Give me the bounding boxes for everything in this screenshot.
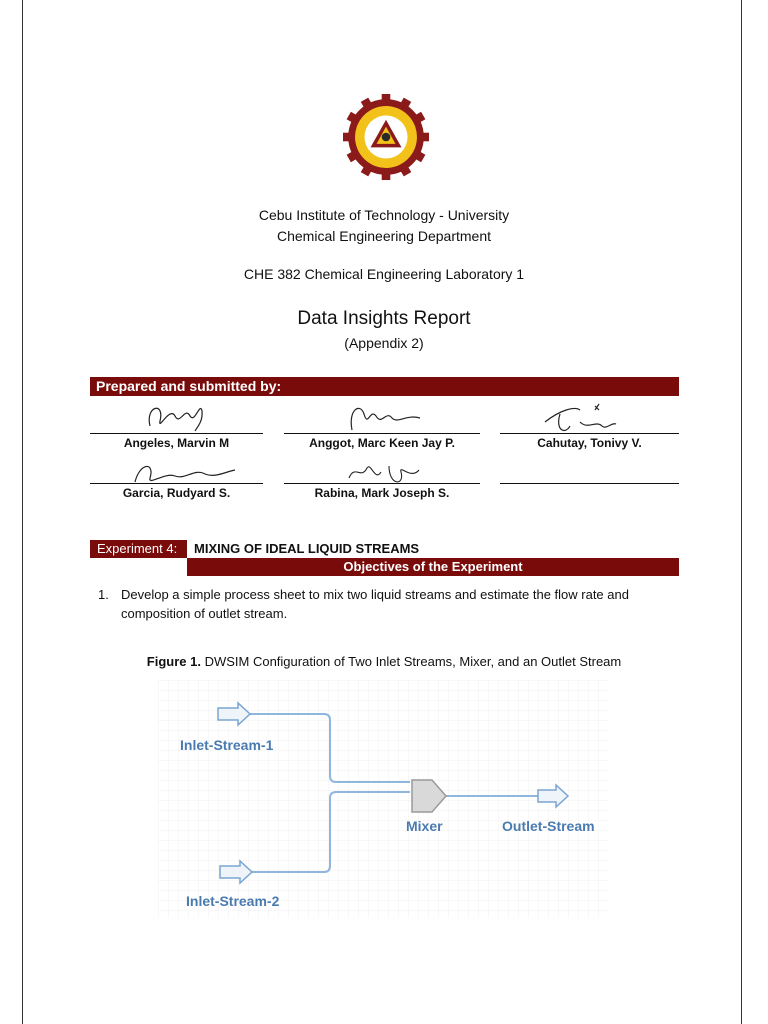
outlet-stream-label: Outlet-Stream [502,818,595,834]
signature-line [500,483,679,484]
signature-line [500,433,679,434]
member-name: Angeles, Marvin M [123,436,230,450]
signature-line [284,433,480,434]
experiment-label: Experiment 4: [90,540,187,558]
member-name: Cahutay, Tonivy V. [537,436,642,450]
objectives-heading: Objectives of the Experiment [187,558,679,576]
signature-1 [140,396,210,436]
inlet-stream-2-label: Inlet-Stream-2 [186,893,280,909]
department-name: Chemical Engineering Department [277,228,491,244]
appendix-label: (Appendix 2) [344,335,424,351]
figure-caption [0,654,768,669]
report-title: Data Insights Report [297,308,471,329]
member-name: Garcia, Rudyard S. [122,486,231,500]
course-title: CHE 382 Chemical Engineering Laboratory 1 [243,266,525,282]
member-name: Rabina, Mark Joseph S. [314,486,450,500]
experiment-header [90,540,679,558]
institution-block [0,205,768,247]
university-logo [343,94,429,180]
prepared-by-heading: Prepared and submitted by: [90,377,679,396]
figure-caption-text: DWSIM Configuration of Two Inlet Streams, Mixer, and an Outlet Stream [204,654,622,669]
objective-number: 1. [98,587,109,602]
member-name: Anggot, Marc Keen Jay P. [309,436,455,450]
signature-line [284,483,480,484]
objective-text: Develop a simple process sheet to mix two liquid streams and estimate the flow rate and composition of outlet stream. [121,587,629,621]
objective-item [98,585,683,623]
institution-name: Cebu Institute of Technology - University [258,207,510,223]
mixer-label: Mixer [406,818,443,834]
process-flow-diagram [158,680,608,918]
signature-line [90,433,263,434]
inlet-stream-1-label: Inlet-Stream-1 [180,737,274,753]
signature-line [90,483,263,484]
experiment-title: MIXING OF IDEAL LIQUID STREAMS [194,541,420,556]
figure-label: Figure 1. [146,654,201,669]
